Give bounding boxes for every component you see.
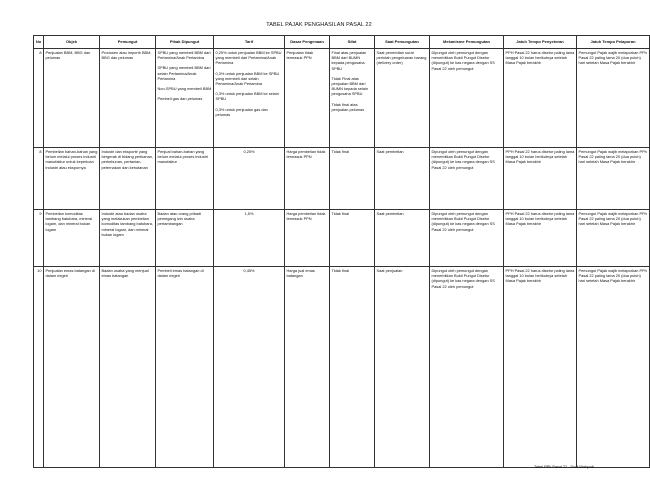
header-pemungut: Pemungut xyxy=(100,36,156,49)
row-jatuh-tempo-pelaporan: Pemungut Pajak wajib melaporkan PPh Pasal 22 paling lama 20 (dua puluh) hari setelah Masa Pajak berakhir xyxy=(577,267,650,468)
row-mekanisme: Dipungut oleh pemungut dengan menerbitkan Bukti Pungut Disetor (dipungut) ke kas negara dengan SS Pasal 22 oleh pemungut xyxy=(430,148,504,210)
row-pihak-dipungut: Penjual bahan-bahan yang belum melalui proses industri manufaktur xyxy=(156,148,214,210)
row-mekanisme: Dipungut oleh pemungut dengan menerbitkan Bukti Pungut Disetor (dipungut) ke kas negara dengan SS Pasal 22 oleh pemungut xyxy=(430,267,504,468)
header-pihak-dipungut: Pihak Dipungut xyxy=(156,36,214,49)
row-mekanisme: Dipungut oleh pemungut dengan menerbitkan Bukti Pungut Disetor (dipungut) ke kas negara dengan SS Pasal 22 oleh pemungut xyxy=(430,210,504,267)
sifat-item: Final atas penjualan BBM dari BUMN kepada pengusaha SPBU xyxy=(331,50,367,71)
row-jatuh-tempo-penyetoran: PPH Pasal 22 harus disetor paling lama tanggal 10 bulan berikutnya setelah Masa Pajak berakhir xyxy=(504,267,577,468)
row-no: 10 xyxy=(34,267,44,468)
row-jatuh-tempo-penyetoran: PPH Pasal 22 harus disetor paling lama tanggal 10 bulan berikutnya setelah Masa Pajak berakhir xyxy=(504,49,577,148)
page-footer: Tabel PPh Pasal 22 - Dudi Wahyudi xyxy=(534,465,595,469)
table-row xyxy=(34,267,650,468)
row-jatuh-tempo-penyetoran: PPH Pasal 22 harus disetor paling lama tanggal 10 bulan berikutnya setelah Masa Pajak berakhir xyxy=(504,210,577,267)
row-tarif: 1,5% xyxy=(214,210,285,267)
row-dasar-pengenaan: Harga pembelian tidak termasuk PPN xyxy=(285,148,330,210)
row-dasar-pengenaan: Harga jual emas batangan xyxy=(285,267,330,468)
row-tarif xyxy=(214,49,285,148)
row-mekanisme: Dipungut oleh pemungut dengan menerbitkan Bukti Pungut Disetor (dipungut) ke kas negara dengan SS Pasal 22 oleh pemungut xyxy=(430,49,504,148)
row-no: 9 xyxy=(34,210,44,267)
header-no: No xyxy=(34,36,44,49)
row-jatuh-tempo-pelaporan: Pemungut Pajak wajib melaporkan PPh Pasal 22 paling lama 20 (dua puluh) hari setelah Masa Pajak berakhir xyxy=(577,148,650,210)
table-row xyxy=(34,49,650,148)
pihak-item: Pembeli gas dan pelumas xyxy=(157,96,203,102)
row-saat-pemungutan: Saat penerbitan surat perintah pengeluaran barang (delivery order) xyxy=(375,49,430,148)
header-jatuh-tempo-pelaporan: Jatuh Tempo Pelaporan xyxy=(577,36,650,49)
row-sifat: Tidak final xyxy=(330,148,375,210)
header-tarif: Tarif xyxy=(214,36,285,49)
row-sifat: Tidak final xyxy=(330,210,375,267)
row-objek: Penjualan BBM, BBG dan pelumas xyxy=(44,49,100,148)
tarif-item: 0,3% untuk penjualan BBM ke selain SPBU xyxy=(215,91,279,102)
row-objek: Pembelian komoditas tambang batubara, mineral logam, dan mineral bukan logam xyxy=(44,210,100,267)
header-sifat: Sifat xyxy=(330,36,375,49)
header-objek: Objek xyxy=(44,36,100,49)
sifat-item: Tidak Final atas penjualan BBM dari BUMN kepada selain pengusaha SPBU xyxy=(331,75,369,97)
row-no: 8 xyxy=(34,148,44,210)
table-row xyxy=(34,148,650,210)
row-jatuh-tempo-pelaporan: Pemungut Pajak wajib melaporkan PPh Pasal 22 paling lama 20 (dua puluh) hari setelah Masa Pajak berakhir xyxy=(577,210,650,267)
pihak-item: SPBU yang membeli BBM dari Pertamina/Anak Pertamina xyxy=(157,50,211,61)
row-saat-pemungutan: Saat pembelian xyxy=(375,210,430,267)
header-mekanisme: Mekanisme Pemungutan xyxy=(430,36,504,49)
row-dasar-pengenaan: Harga pembelian tidak termasuk PPN xyxy=(285,210,330,267)
header-jatuh-tempo-penyetoran: Jatuh Tempo Penyetoran xyxy=(504,36,577,49)
row-jatuh-tempo-penyetoran: PPH Pasal 22 harus disetor paling lama tanggal 10 bulan berikutnya setelah Masa Pajak berakhir xyxy=(504,148,577,210)
header-saat-pemungutan: Saat Pemungutan xyxy=(375,36,430,49)
pph22-table xyxy=(33,35,650,468)
pihak-item: Non-SPBU yang membeli BBM xyxy=(157,86,212,92)
row-sifat xyxy=(330,49,375,148)
row-pihak-dipungut: Pembeli emas batangan di dalam negeri xyxy=(156,267,214,468)
row-no: 8 xyxy=(34,49,44,148)
row-dasar-pengenaan: Penjualan tidak termasuk PPN xyxy=(285,49,330,148)
tarif-item: 0,3% untuk penjualan BBM ke SPBU yang membeli dari selain Pertamina/Anak Pertamina xyxy=(215,70,280,87)
row-pemungut: Industri dan eksportir yang bergerak di bidang perikanan, perkebunan, pertanian, peternakan dan kehutanan xyxy=(100,148,156,210)
row-objek: Pembelian bahan-bahan yang belum melalui proses industri manufaktur untuk keperluan industri atau ekspornya xyxy=(44,148,100,210)
pihak-item: SPBU yang membeli BBM dari selain Pertamina/Anak Pertamina xyxy=(157,65,211,81)
row-pihak-dipungut: Badan atau orang pribadi pemegang izin usaha pertambangan xyxy=(156,210,214,267)
row-tarif: 0,25% xyxy=(214,148,285,210)
row-pemungut: Produsen atau importir BBM, BBG dan pelumas xyxy=(100,49,156,148)
row-tarif: 0,45% xyxy=(214,267,285,468)
row-saat-pemungutan: Saat pembelian xyxy=(375,148,430,210)
tarif-item: 0,3% untuk penjualan gas dan pelumas xyxy=(215,106,268,117)
row-jatuh-tempo-pelaporan: Pemungut Pajak wajib melaporkan PPh Pasal 22 paling lama 20 (dua puluh) hari setelah Masa Pajak berakhir xyxy=(577,49,650,148)
row-saat-pemungutan: Saat penjualan xyxy=(375,267,430,468)
row-pemungut: Badan usaha yang menjual emas batangan xyxy=(100,267,156,468)
row-pemungut: Industri atau badan usaha yang melakukan pembelian komoditas tambang batubara, mineral logam, dan mineral bukan logam xyxy=(100,210,156,267)
row-sifat: Tidak final xyxy=(330,267,375,468)
sifat-item: Tidak final atas penjualan pelumas xyxy=(331,101,365,112)
table-row xyxy=(34,210,650,267)
header-row xyxy=(34,36,650,49)
row-objek: Penjualan emas batangan di dalam negeri xyxy=(44,267,100,468)
row-pihak-dipungut xyxy=(156,49,214,148)
header-dasar-pengenaan: Dasar Pengenaan xyxy=(285,36,330,49)
tarif-item: 0,25% untuk penjualan BBM ke SPBU yang membeli dari Pertamina/Anak Pertamina xyxy=(215,50,282,66)
page-title: TABEL PAJAK PENGHASILAN PASAL 22 xyxy=(266,22,372,28)
